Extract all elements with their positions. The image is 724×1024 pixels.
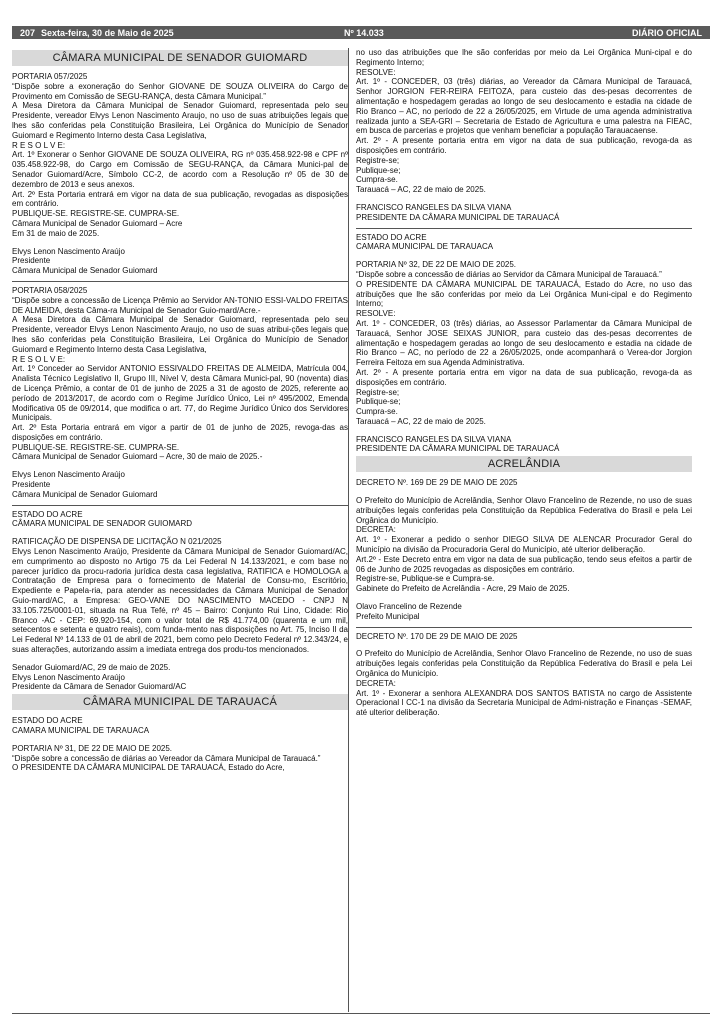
- paragraph: RESOLVE:: [356, 67, 396, 77]
- paragraph: Art. 1º Conceder ao Servidor ANTONIO ESSIVALDO FREITAS DE ALMEIDA, Matrícula 004, Analista Técnico Legislativo II, Grupo III, Nível V, desta Câmara Munici-pal, 90 (noventa) dias de Licença Prêmio, a contar de 01 de junho de 2025 a 31 de agosto de 2025, referente ao período de 2013/2017, de acordo com o Regime Jurídico Único, Lei nº 495/2002, Emenda Modificativa 05 de 09/2014, que modifica o art. 77, do Regime Jurídico Único dos Servidores Municipais.: [12, 364, 348, 423]
- paragraph: A Mesa Diretora da Câmara Municipal de Senador Guiomard, representada pelo seu Presidente, vereador Elvys Lenon Nascimento Araujo, no uso de suas atribui-ções legais que lhes são conferidas pela Constituição Brasileira, Lei Orgânica do Município de Senador Guiomard e Regimento Interno desta Casa Legislativa,: [12, 315, 348, 354]
- signature-date: Senador Guiomard/AC, 29 de maio de 2025.: [12, 662, 171, 672]
- signature-role: Presidente: [12, 256, 51, 266]
- paragraph: R E S O L V E:: [12, 140, 66, 150]
- paragraph: Art. 1º - CONCEDER, 03 (três) diárias, ao Assessor Parlamentar da Câmara Municipal de Tarauacá, Senhor JOSE SEIXAS JUNIOR, para custeio das des-pesas decorrentes de alimentação e hospedagem geradas ao longo de seu deslocamento e estadia na cidade de Rio Branco – AC, no período de 22 a 26/05/2025, onde acompanhará o Verea-dor Jorgion Ferreira Feitoza em sua Agenda Administrativa.: [356, 318, 692, 368]
- signature-role: PRESIDENTE DA CÂMARA MUNICIPAL DE TARAUACÁ: [356, 212, 560, 222]
- paragraph: Publique-se;: [356, 165, 401, 175]
- paragraph: PORTARIA 058/2025: [12, 285, 88, 295]
- header-left: [20, 28, 174, 38]
- paragraph: Art. 1º Exonerar o Senhor GIOVANE DE SOUZA OLIVEIRA, RG nº 035.458.922-98 e CPF nº 035.458.922-98, do Cargo em Comissão de SEGU-RANÇA, da Câmara Munici-pal de Senador Guiomard/Acre, Símbolo CC-2, de acordo com a Resolução nº 05 de 30 de dezembro de 2013 e seus anexos.: [12, 150, 348, 189]
- heading-line: ESTADO DO ACRE: [12, 716, 83, 726]
- paragraph: Câmara Municipal de Senador Guiomard – Acre: [12, 218, 183, 228]
- divider: [356, 228, 692, 229]
- decree-title: DECRETO Nº. 169 DE 29 DE MAIO DE 2025: [356, 478, 518, 488]
- paragraph: PORTARIA 057/2025: [12, 72, 88, 81]
- heading-line: CAMARA MUNICIPAL DE TARAUACA: [356, 242, 494, 252]
- paragraph: RATIFICAÇÃO DE DISPENSA DE LICITAÇÃO N 021/2025: [12, 537, 222, 547]
- paragraph: Art. 2º Esta Portaria entrará em vigor a partir de 01 de junho de 2025, revoga-das as disposições em contrário.: [12, 423, 348, 442]
- signature-name: Olavo Francelino de Rezende: [356, 602, 462, 612]
- paragraph: “Dispõe sobre a concessão de diárias ao Servidor da Câmara Municipal de Tarauacá.”: [356, 269, 662, 279]
- divider: [12, 281, 348, 282]
- signature-name: FRANCISCO RANGELES DA SILVA VIANA: [356, 202, 512, 212]
- paragraph: O PRESIDENTE DA CÂMARA MUNICIPAL DE TARAUACÁ, Estado do Acre, no uso das atribuições que lhe são conferidas por meio da Lei Orgânica Muni-cipal e do Regimento Interno;: [356, 279, 692, 309]
- signature-name: Elvys Lenon Nascimento Araújo: [12, 672, 125, 682]
- signature-role: Prefeito Municipal: [356, 611, 420, 621]
- portaria-058: [12, 286, 348, 500]
- paragraph: Art. 2º - A presente portaria entra em vigor na data de sua publicação, revoga-da as disposições em contrário.: [356, 136, 692, 155]
- heading-line: CÂMARA MUNICIPAL DE SENADOR GUIOMARD: [12, 519, 193, 529]
- paragraph: “Dispõe sobre a concessão de diárias ao Vereador da Câmara Municipal de Tarauacá.”: [12, 753, 321, 763]
- section-title-tarauaca: CÂMARA MUNICIPAL DE TARAUACÁ: [12, 694, 348, 710]
- signature-name: Elvys Lenon Nascimento Araújo: [12, 470, 125, 480]
- page-bottom-rule: [12, 1013, 710, 1014]
- paragraph: Câmara Municipal de Senador Guiomard – Acre, 30 de maio de 2025.-: [12, 452, 263, 462]
- paragraph: Publique-se;: [356, 397, 401, 407]
- paragraph: Art. 1º - Exonerar a pedido o senhor DIEGO SILVA DE ALENCAR Procurador Geral do Município na divisão da Procuradoria Geral do Município, até ulterior deliberação.: [356, 535, 692, 555]
- divider: [12, 505, 348, 506]
- signature-role: Presidente: [12, 480, 51, 490]
- paragraph: Cumpra-se.: [356, 407, 398, 417]
- paragraph: PUBLIQUE-SE. REGISTRE-SE. CUMPRA-SE.: [12, 209, 180, 219]
- decreto-170: [356, 632, 692, 718]
- paragraph: “Dispõe sobre a exoneração do Senhor GIOVANE DE SOUZA OLIVEIRA do Cargo de Provimento em Comissão de SEGU-RANÇA, desta Câmara Municipal.”: [12, 81, 348, 101]
- signature-name: FRANCISCO RANGELES DA SILVA VIANA: [356, 434, 512, 444]
- paragraph: Registre-se, Publique-se e Cumpra-se.: [356, 574, 495, 584]
- paragraph: Art. 1º - Exonerar a senhora ALEXANDRA DOS SANTOS BATISTA no cargo de Assistente Operacional I CC-1 na divisão da Secretaria Municipal de Admi-nistração e Finanças -SEMAF, até ulterior deliberação.: [356, 688, 692, 718]
- heading-line: CAMARA MUNICIPAL DE TARAUACA: [12, 726, 150, 736]
- paragraph: Registre-se;: [356, 155, 400, 165]
- signature-org: Câmara Municipal de Senador Guiomard: [12, 489, 158, 499]
- section-title-senador-guiomard: CÂMARA MUNICIPAL DE SENADOR GUIOMARD: [12, 50, 348, 66]
- paragraph: Em 31 de maio de 2025.: [12, 228, 100, 238]
- paragraph: Art. 2º Esta Portaria entrará em vigor na data de sua publicação, revogadas as disposições em contrário.: [12, 189, 348, 209]
- page-number: 207: [20, 27, 36, 38]
- paragraph: PUBLIQUE-SE. REGISTRE-SE. CUMPRA-SE.: [12, 442, 180, 452]
- paragraph: Elvys Lenon Nascimento Araújo, Presidente da Câmara Municipal de Senador Guiomard/AC, em cumprimento ao disposto no Artigo 75 da Lei Federal N 14.133/2021, e com base no parecer jurídico da procu-radoria jurídica desta casa legislativa, RATIFICA e HOMOLOGA a Contratação de Empresa para o fornecimento de Material de Consu-mo, Escritório, Expediente e Papela-ria, para atender as necessidades da Câmara Municipal de Senador Guio-mard/AC, a Empresa: GEO-VANE DO NASCIMENTO MACEDO - CNPJ N 33.105.725/0001-01, situada na Rua Tefé, nº 45 – Bairro: Conjunto Rui Lino, Cidade: Rio Branco -AC - CEP: 69.920-154, com o valor total de R$ 41.774,00 (quarenta e um mil, setecentos e setenta e quatro reais), com funda-mento nas disposições no Art. 75, Inciso II da Lei Federal Nº 14.133 de 01 de abril de 2021, bem como pelo Decreto Federal nº 12.343/24, e suas alterações, autorizando assim a imediata entrega dos produ-tos mencionados.: [12, 547, 348, 655]
- paragraph: PORTARIA Nº 32, DE 22 DE MAIO DE 2025.: [356, 260, 517, 270]
- paragraph: Art.2º - Este Decreto entra em vigor na data de sua publicação, tendo seus efeitos a partir de 06 de Junho de 2025 revogadas as disposições em contrário.: [356, 554, 692, 574]
- issue-number: Nº 14.033: [344, 27, 384, 38]
- signature-role: PRESIDENTE DA CÂMARA MUNICIPAL DE TARAUACÁ: [356, 444, 560, 454]
- paragraph: O Prefeito do Município de Acrelândia, Senhor Olavo Francelino de Rezende, no uso de suas atribuições legais conferidas pela Constituição da República Federativa do Brasil e pela Lei Orgânica do Município.: [356, 496, 692, 525]
- paragraph: Art. 2º - A presente portaria entra em vigor na data de sua publicação, revoga-da as disposições em contrário.: [356, 367, 692, 387]
- signature-name: Elvys Lenon Nascimento Araújo: [12, 246, 125, 256]
- signature-role: Presidente da Câmara de Senador Guiomard/AC: [12, 682, 187, 692]
- paragraph: R E S O L V E:: [12, 354, 66, 364]
- paragraph: A Mesa Diretora da Câmara Municipal de Senador Guiomard, representada pelo seu Presidente, vereador Elvys Lenon Nascimento Araujo, no uso de suas atribuições legais que lhes são conferidas pela Constituição Brasileira, Lei Orgânica do Município de Senador Guiomard e Regimento Interno desta Casa Legislativa,: [12, 101, 348, 140]
- paragraph: O Prefeito do Município de Acrelândia, Senhor Olavo Francelino de Rezende, no uso de suas atribuições legais conferidas pela Constituição da República Federativa do Brasil e pela Lei Orgânica do Município.: [356, 649, 692, 679]
- paragraph: Cumpra-se.: [356, 175, 398, 185]
- paragraph: PORTARIA Nº 31, DE 22 DE MAIO DE 2025.: [12, 743, 173, 753]
- paragraph: O PRESIDENTE DA CÂMARA MUNICIPAL DE TARAUACÁ, Estado do Acre,: [12, 763, 285, 773]
- ratificacao-dispensa: [12, 510, 348, 693]
- page-header-bar: [12, 26, 710, 39]
- signature-org: Câmara Municipal de Senador Guiomard: [12, 266, 158, 276]
- publication-date: Sexta-feira, 30 de Maio de 2025: [41, 27, 174, 38]
- decreto-169: [356, 478, 692, 621]
- divider: [356, 627, 692, 628]
- heading-line: ESTADO DO ACRE: [12, 509, 83, 519]
- paragraph: Gabinete do Prefeito de Acrelândia - Acre, 29 Maio de 2025.: [356, 584, 570, 594]
- paragraph: no uso das atribuições que lhe são conferidas por meio da Lei Orgânica Muni-cipal e do Regimento Interno;: [356, 48, 692, 67]
- left-column: [12, 48, 348, 1012]
- paragraph: Art. 1º - CONCEDER, 03 (três) diárias, ao Vereador da Câmara Municipal de Tarauacá, Senhor JORGION FER-REIRA FEITOZA, para custeio das des-pesas decorrentes de alimentação e hospedagem geradas ao longo de seu deslocamento e estadia na cidade de Rio Branco – AC, no período de 22 a 26/05/2025, em Virtude de uma agenda administrativa realizada junto a SEA-GRI – Secretaria de Estado de Agricultura e uma palestra na FIEAC, em busca de parcerias e projetos que venham beneficiar a população Tarauacaense.: [356, 77, 692, 136]
- paragraph: DECRETA:: [356, 678, 396, 688]
- paragraph: Tarauacá – AC, 22 de maio de 2025.: [356, 416, 486, 426]
- paragraph: “Dispõe sobre a concessão de Licença Prêmio ao Servidor AN-TONIO ESSI-VALDO FREITAS DE ALMEIDA, desta Câma-ra Municipal de Senador Guio-mard/Acre.-: [12, 295, 348, 315]
- decree-title: DECRETO Nº. 170 DE 29 DE MAIO DE 2025: [356, 631, 518, 641]
- journal-name: DIÁRIO OFICIAL: [632, 27, 702, 38]
- portaria-057: [12, 72, 348, 276]
- paragraph: Tarauacá – AC, 22 de maio de 2025.: [356, 185, 486, 195]
- heading-line: ESTADO DO ACRE: [356, 232, 427, 242]
- portaria-31: [12, 716, 348, 773]
- paragraph: Registre-se;: [356, 387, 400, 397]
- paragraph: RESOLVE:: [356, 309, 396, 319]
- portaria-32: [356, 233, 692, 455]
- paragraph: DECRETA:: [356, 525, 396, 535]
- section-title-acrelandia: ACRELÂNDIA: [356, 456, 692, 472]
- portaria-31-continued: [356, 48, 692, 223]
- column-divider: [348, 48, 349, 1012]
- right-column: [356, 48, 692, 1012]
